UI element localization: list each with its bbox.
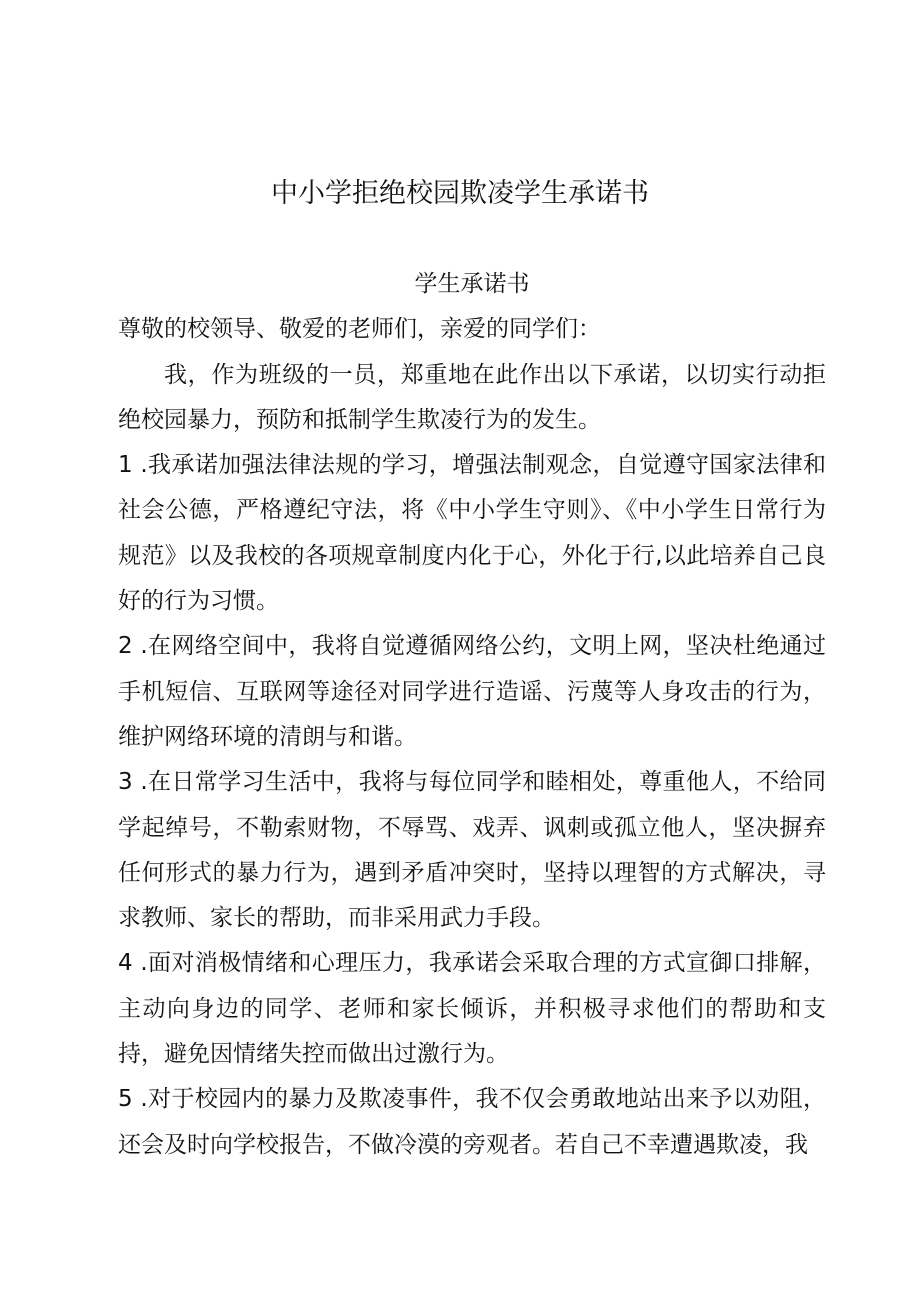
commitment-item-3 [118, 760, 826, 941]
document-subtitle: 学生承诺书 [414, 271, 530, 297]
item-text: 我承诺加强法律法规的学习，增强法制观念，自觉遵守国家法律和社会公德，严格遵纪守法，将《中小学生守则》、《中小学生日常行为规范》以及我校的各项规章制度内化于心，外化于行,以此培养自己良好的行为习惯。 [118, 452, 826, 615]
salutation: 尊敬的校领导、敬爱的老师们，亲爱的同学们： [118, 316, 601, 343]
item-text: 面对消极情绪和心理压力，我承诺会采取合理的方式宣御口排解，主动向身边的同学、老师和家长倾诉，并积极寻求他们的帮助和支持，避免因情绪失控而做出过激行为。 [118, 950, 826, 1068]
commitment-item-5 [118, 1077, 826, 1168]
commitment-item-1 [118, 443, 826, 624]
commitment-item-2 [118, 624, 826, 760]
document-body [118, 262, 826, 1168]
item-text: 在网络空间中，我将自觉遵循网络公约，文明上网，坚决杜绝通过手机短信、互联网等途径对同学进行造谣、污蔑等人身攻击的行为，维护网络环境的清朗与和谐。 [118, 633, 826, 750]
item-number: 5 . [118, 1086, 148, 1113]
commitment-item-4 [118, 941, 826, 1077]
item-text: 对于校园内的暴力及欺凌事件，我不仅会勇敢地站出来予以劝阻，还会及时向学校报告，不做冷漠的旁观者。若自己不幸遭遇欺凌，我 [118, 1086, 826, 1158]
intro-paragraph: 我，作为班级的一员，郑重地在此作出以下承诺，以切实行动拒绝校园暴力，预防和抵制学生欺凌行为的发生。 [118, 361, 826, 433]
item-number: 2 . [118, 633, 148, 660]
item-number: 3 . [118, 769, 148, 796]
document-title: 中小学拒绝校园欺凌学生承诺书 [271, 178, 649, 209]
item-number: 4 . [118, 950, 148, 977]
item-number: 1 . [118, 452, 148, 479]
item-text: 在日常学习生活中，我将与每位同学和睦相处，尊重他人，不给同学起绰号，不勒索财物，不辱骂、戏弄、讽刺或孤立他人，坚决摒弃任何形式的暴力行为，遇到矛盾冲突时，坚持以理智的方式解决，寻求教师、家长的帮助，而非采用武力手段。 [118, 769, 826, 932]
